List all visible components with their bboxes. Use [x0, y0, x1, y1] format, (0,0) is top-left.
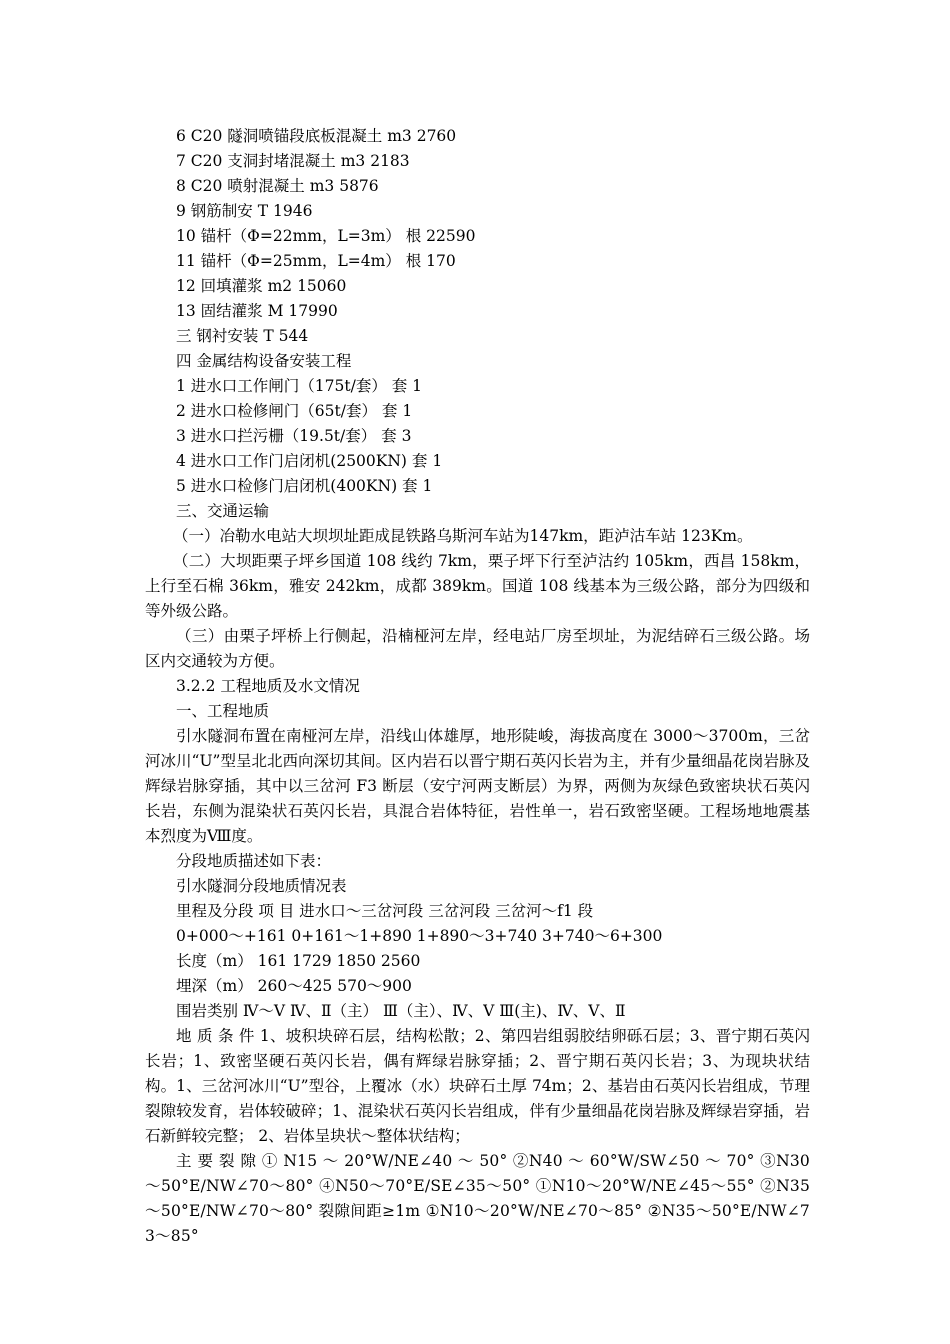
table-title: 引水隧洞分段地质情况表 [176, 877, 347, 895]
item-line: 10 锚杆（Φ=22mm，L=3m） 根 22590 [176, 227, 476, 245]
item-line: 3 进水口拦污栅（19.5t/套） 套 3 [176, 427, 412, 445]
item-line: 三 钢衬安装 T 544 [176, 327, 309, 345]
transport-paragraph-2: （二）大坝距栗子坪乡国道 108 线约 7km，栗子坪下行至泸沽约 105km，西昌 158km，上行至石棉 36km，雅安 242km，成都 389km。国道 108 线基本为三级公路，部分为四级和等外级公路。 [145, 552, 810, 620]
item-line: 4 进水口工作门启闭机(2500KN) 套 1 [176, 452, 443, 470]
transport-paragraph-3: （三）由栗子坪桥上行侧起，沿楠桠河左岸，经电站厂房至坝址，为泥结碎石三级公路。场区内交通较为方便。 [145, 627, 810, 670]
table-row-fissures: 主 要 裂 隙 ① N15 ～ 20°W/NE∠40 ～ 50° ②N40 ～ 60°W/SW∠50 ～ 70° ③N30～50°E/NW∠70～80° ④N50～70°E/SE∠35～50° ①N10～20°W/NE∠45～55° ②N35～50°E/NW∠70～80° 裂隙间距≥1m ①N10～20°W/NE∠70～85° ②N35～50°E/NW∠73～85° [145, 1152, 810, 1245]
item-line: 12 回填灌浆 m2 15060 [176, 277, 347, 295]
table-row-conditions: 地 质 条 件 1、坡积块碎石层，结构松散；2、第四岩组弱胶结卵砾石层；3、晋宁期石英闪长岩；1、致密坚硬石英闪长岩，偶有辉绿岩脉穿插；2、晋宁期石英闪长岩；3、为现块状结构。1、三岔河冰川“U”型谷，上覆冰（水）块碎石土厚 74m；2、基岩由石英闪长岩组成，节理裂隙较发育，岩体较破碎；1、混染状石英闪长岩组成，伴有少量细晶花岗岩脉及辉绿岩穿插，岩石新鲜较完整； 2、岩体呈块状～整体状结构； [145, 1027, 810, 1145]
section-heading: 3.2.2 工程地质及水文情况 [176, 677, 360, 695]
table-row-length: 长度（m） 161 1729 1850 2560 [176, 952, 421, 970]
item-line: 四 金属结构设备安装工程 [176, 352, 352, 370]
table-row-depth: 埋深（m） 260～425 570～900 [176, 977, 412, 995]
item-line: 11 锚杆（Φ=25mm，L=4m） 根 170 [176, 252, 456, 270]
geology-heading: 一、工程地质 [176, 702, 270, 720]
table-row-chainage: 0+000～+161 0+161～1+890 1+890～3+740 3+740～6+300 [176, 927, 663, 945]
item-line: 13 固结灌浆 M 17990 [176, 302, 338, 320]
item-line: 9 钢筋制安 T 1946 [176, 202, 313, 220]
table-intro: 分段地质描述如下表： [176, 852, 332, 870]
item-line: 7 C20 支洞封堵混凝土 m3 2183 [176, 152, 410, 170]
item-line: 6 C20 隧洞喷锚段底板混凝土 m3 2760 [176, 127, 457, 145]
table-row-header: 里程及分段 项 目 进水口～三岔河段 三岔河段 三岔河～f1 段 [176, 902, 594, 920]
transport-heading: 三、交通运输 [176, 502, 270, 520]
transport-paragraph-1: （一）冶勒水电站大坝坝址距成昆铁路乌斯河车站为147km，距泸沽车站 123Km。 [173, 527, 753, 545]
item-line: 5 进水口检修门启闭机(400KN) 套 1 [176, 477, 433, 495]
item-line: 2 进水口检修闸门（65t/套） 套 1 [176, 402, 413, 420]
geology-paragraph: 引水隧洞布置在南桠河左岸，沿线山体雄厚，地形陡峻，海拔高度在 3000～3700m，三岔河冰川“U”型呈北北西向深切其间。区内岩石以晋宁期石英闪长岩为主，并有少量细晶花岗岩脉及辉绿岩脉穿插，其中以三岔河 F3 断层（安宁河两支断层）为界，两侧为灰绿色致密块状石英闪长岩，东侧为混染状石英闪长岩，具混合岩体特征，岩性单一，岩石致密坚硬。工程场地地震基本烈度为Ⅷ度。 [145, 727, 810, 845]
table-row-class: 围岩类别 Ⅳ～Ⅴ Ⅳ、Ⅱ（主） Ⅲ（主）、Ⅳ、Ⅴ Ⅲ(主)、Ⅳ、Ⅴ、Ⅱ [176, 1002, 626, 1020]
item-line: 8 C20 喷射混凝土 m3 5876 [176, 177, 379, 195]
item-line: 1 进水口工作闸门（175t/套） 套 1 [176, 377, 423, 395]
document-body [145, 124, 810, 1249]
